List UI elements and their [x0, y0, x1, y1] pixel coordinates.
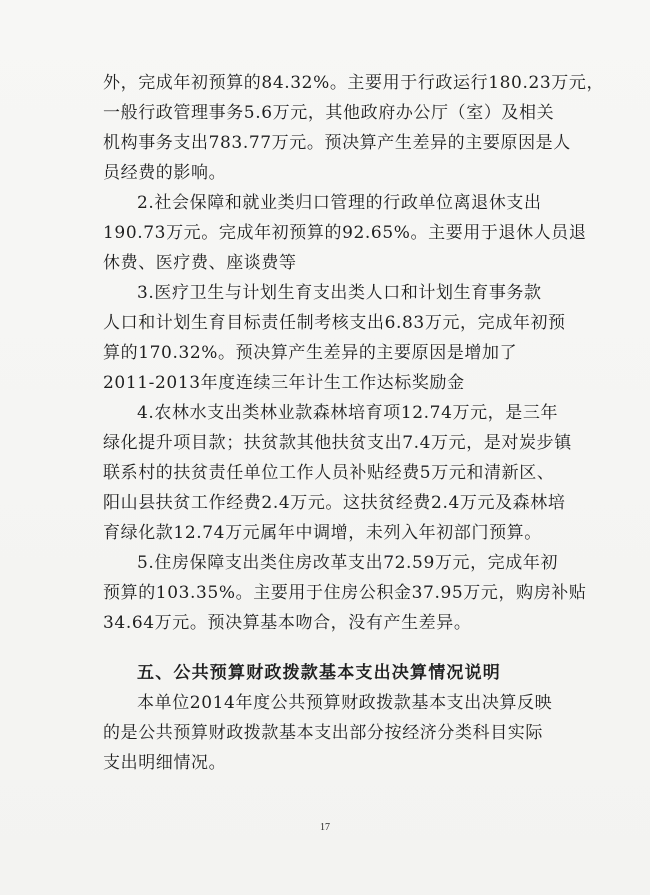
text-line: 预算的103.35%。主要用于住房公积金37.95万元，购房补贴	[103, 583, 587, 603]
text-line: 本单位2014年度公共预算财政拨款基本支出决算反映	[137, 693, 553, 713]
page-content	[103, 68, 605, 778]
paragraph-basic-expenditure-description	[103, 688, 563, 778]
text-line: 5.住房保障支出类住房改革支出72.59万元，完成年初	[137, 553, 559, 573]
text-line: 4.农林水支出类林业款森林培育项12.74万元，是三年	[137, 403, 559, 423]
text-line: 190.73万元。完成年初预算的92.65%。主要用于退休人员退	[103, 223, 587, 243]
text-line: 外，完成年初预算的84.32%。主要用于行政运行180.23万元，	[103, 73, 605, 93]
section-heading: 五、公共预算财政拨款基本支出决算情况说明	[137, 663, 501, 683]
text-line: 阳山县扶贫工作经费2.4万元。这扶贫经费2.4万元及森林培	[103, 493, 566, 513]
paragraph-health-family-planning	[103, 278, 566, 398]
text-line: 算的170.32%。预决算产生差异的主要原因是增加了	[103, 343, 518, 363]
text-line: 绿化提升项目款；扶贫款其他扶贫支出7.4万元，是对炭步镇	[103, 433, 572, 453]
paragraph-agriculture-forestry-water	[103, 398, 572, 548]
text-line: 的是公共预算财政拨款基本支出部分按经济分类科目实际	[103, 723, 543, 743]
text-line: 机构事务支出783.77万元。预决算产生差异的主要原因是人	[103, 133, 571, 153]
text-line: 休费、医疗费、座谈费等	[103, 253, 297, 273]
paragraph-housing-security	[103, 548, 587, 638]
paragraph-social-security	[103, 188, 587, 278]
text-line: 3.医疗卫生与计划生育支出类人口和计划生育事务款	[137, 283, 542, 303]
text-line: 一般行政管理事务5.6万元，其他政府办公厅（室）及相关	[103, 103, 555, 123]
text-line: 支出明细情况。	[103, 753, 227, 773]
text-line: 人口和计划生育目标责任制考核支出6.83万元，完成年初预	[103, 313, 566, 333]
text-line: 员经费的影响。	[103, 163, 227, 183]
paragraph-administrative-expenditure	[103, 68, 605, 188]
text-line: 2011-2013年度连续三年计生工作达标奖励金	[103, 373, 465, 393]
section-spacing	[103, 638, 563, 658]
page-number: 17	[320, 822, 330, 833]
text-line: 34.64万元。预决算基本吻合，没有产生差异。	[103, 613, 472, 633]
text-line: 2.社会保障和就业类归口管理的行政单位离退休支出	[137, 193, 542, 213]
text-line: 育绿化款12.74万元属年中调增，未列入年初部门预算。	[103, 523, 542, 543]
text-line: 联系村的扶贫责任单位工作人员补贴经费5万元和清新区、	[103, 463, 555, 483]
